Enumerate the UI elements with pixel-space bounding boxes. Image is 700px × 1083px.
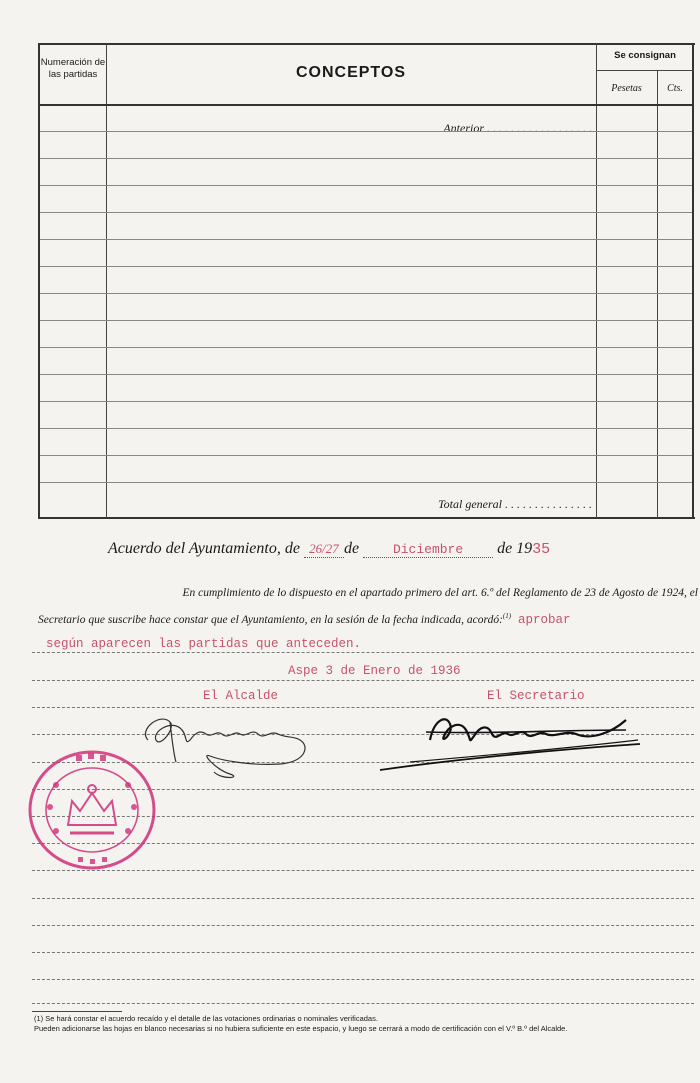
footnote-2: Pueden adicionarse las hojas en blanco necesarias si no hubiera suficiente en este espacio, y luego se cerrará a modo de certificación con el V.º B.º del Alcalde. (34, 1024, 568, 1033)
column-header-pesetas: Pesetas (611, 83, 642, 94)
writing-line (32, 952, 694, 953)
table-row-rule (40, 320, 692, 321)
column-header-cts: Cts. (667, 83, 683, 94)
table-row-rule (40, 293, 692, 294)
body-line-1: En cumplimiento de lo dispuesto en el apartado primero del art. 6.º del Reglamento de 23 de Agosto de 1924, el (182, 587, 698, 599)
body-line-2: Secretario que suscribe hace constar que el Ayuntamiento, en la sesión de la fecha indicada, acordó:$^{(1)}$ aprobar (38, 612, 571, 627)
acuerdo-prefix: Acuerdo del Ayuntamiento, de (108, 540, 300, 557)
typed-line-2: según aparecen las partidas que anteceden. (46, 637, 362, 651)
place-date: Aspe 3 de Enero de 1936 (288, 664, 461, 678)
table-row-rule (40, 455, 692, 456)
footnote-ref: (1) (502, 612, 512, 620)
table-row-rule (40, 212, 692, 213)
acuerdo-month: Diciembre (363, 542, 493, 558)
table-row-rule (40, 158, 692, 159)
footnote-rule (32, 1011, 122, 1012)
writing-line (32, 979, 694, 980)
writing-line (32, 925, 694, 926)
table-row-rule (40, 185, 692, 186)
table-row-rule (40, 347, 692, 348)
footnote-1: (1) Se hará constar el acuerdo recaído y el detalle de las votaciones ordinarias o nominales verificadas. (34, 1014, 378, 1023)
writing-line (32, 680, 694, 681)
table-row-rule (40, 428, 692, 429)
table-row-rule (40, 401, 692, 402)
writing-line (32, 1003, 694, 1004)
column-header-conceptos: CONCEPTOS (295, 64, 407, 81)
municipal-seal-stamp (22, 745, 162, 875)
acuerdo-day: 26/27 (304, 541, 344, 558)
secretario-signature (370, 700, 650, 780)
writing-line (32, 898, 694, 899)
typed-aprobar: aprobar (517, 612, 571, 627)
table-row-rule (40, 131, 692, 132)
acuerdo-de-2: de 19 (497, 540, 533, 557)
table-row-rule (40, 374, 692, 375)
table-row-rule (40, 239, 692, 240)
alcalde-label: El Alcalde (203, 689, 279, 703)
secretario-label: El Secretario (487, 689, 585, 703)
anterior-label: Anterior . . . . . . . . . . . . . . . . . . (443, 121, 592, 135)
writing-line (32, 652, 694, 653)
acuerdo-de-1: de (343, 540, 360, 557)
column-header-consignan: Se consignan (614, 50, 676, 61)
column-header-partidas: Numeración de las partidas (40, 57, 106, 80)
table-row-rule (40, 482, 692, 483)
acuerdo-heading (108, 540, 688, 558)
acuerdo-year: 35 (532, 541, 551, 558)
total-general-label: Total general . . . . . . . . . . . . . . . (438, 497, 592, 511)
table-row-rule (40, 266, 692, 267)
